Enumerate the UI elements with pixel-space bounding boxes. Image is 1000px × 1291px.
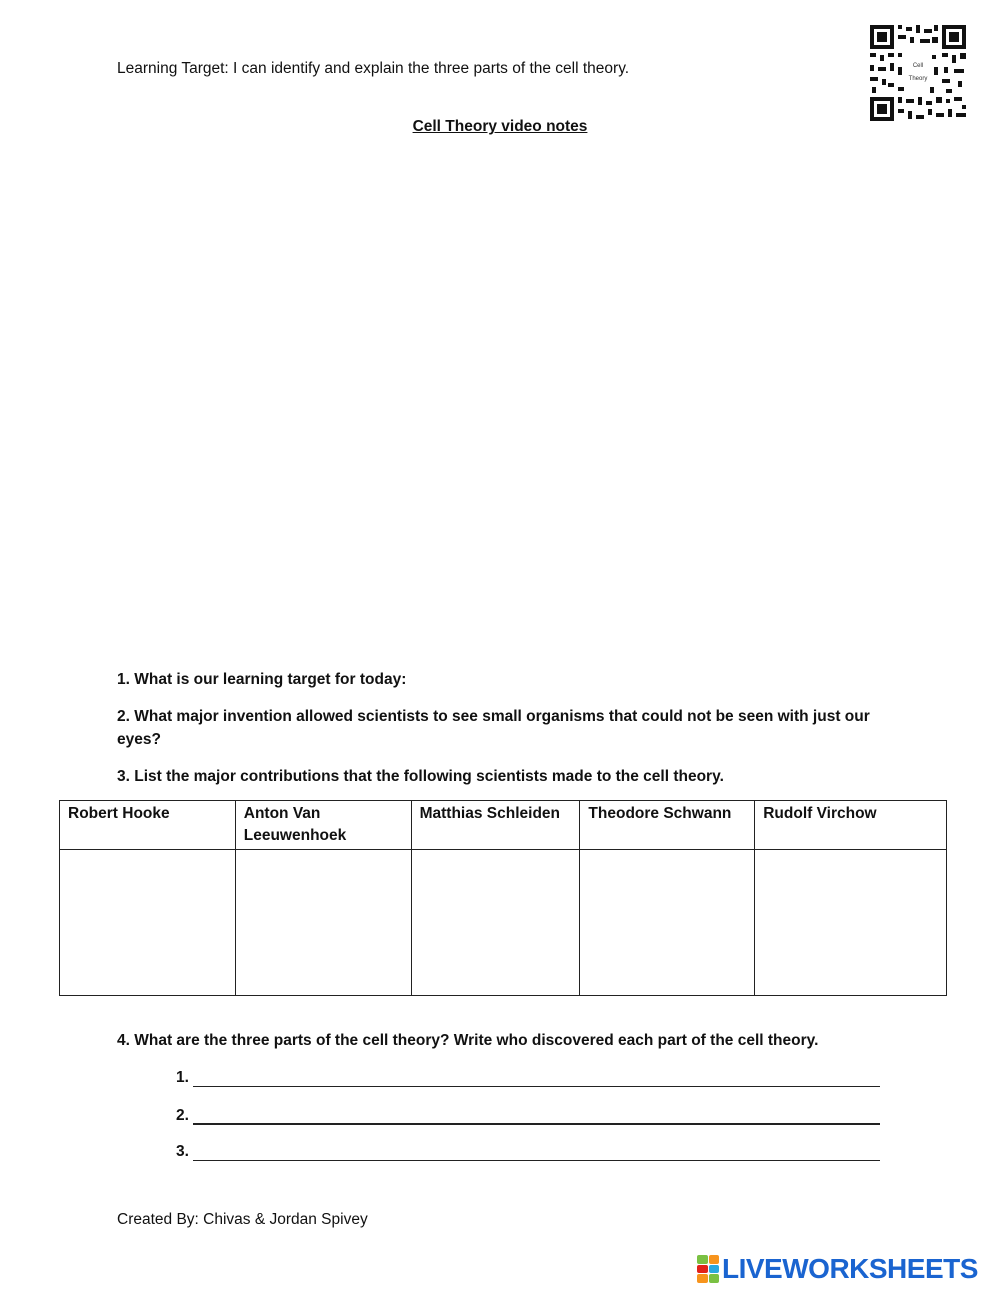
qr-caption-1: Cell bbox=[912, 63, 924, 69]
table-header-row bbox=[60, 801, 947, 850]
answer-line-1 bbox=[176, 1066, 880, 1087]
table-answer-row bbox=[60, 850, 947, 996]
answer-line-3 bbox=[176, 1140, 880, 1161]
question-1: 1. What is our learning target for today: bbox=[117, 671, 407, 688]
header-robert-hooke: Robert Hooke bbox=[60, 801, 236, 850]
scientists-table bbox=[59, 800, 947, 996]
liveworksheets-icon bbox=[697, 1255, 719, 1283]
answer-blank-3[interactable] bbox=[193, 1140, 880, 1161]
answer-cell-theodore-schwann[interactable] bbox=[580, 850, 755, 996]
header-rudolf-virchow: Rudolf Virchow bbox=[755, 801, 947, 850]
learning-target: Learning Target: I can identify and explain the three parts of the cell theory. bbox=[117, 60, 630, 77]
question-4: 4. What are the three parts of the cell theory? Write who discovered each part of the cell theory. bbox=[117, 1032, 819, 1049]
answer-blank-1[interactable] bbox=[193, 1066, 880, 1087]
answer-cell-matthias-schleiden[interactable] bbox=[411, 850, 580, 996]
page-title bbox=[0, 118, 1000, 136]
answer-label-1: 1. bbox=[176, 1069, 189, 1086]
answer-cell-anton-van-leeuwenhoek[interactable] bbox=[235, 850, 411, 996]
header-matthias-schleiden: Matthias Schleiden bbox=[411, 801, 580, 850]
answer-line-2 bbox=[176, 1103, 880, 1125]
question-2: 2. What major invention allowed scientists to see small organisms that could not be seen with just our eyes? bbox=[117, 708, 870, 748]
qr-code[interactable] bbox=[868, 23, 968, 123]
liveworksheets-wordmark: LIVEWORKSHEETS bbox=[722, 1253, 978, 1284]
question-3: 3. List the major contributions that the following scientists made to the cell theory. bbox=[117, 768, 724, 785]
credit-line: Created By: Chivas & Jordan Spivey bbox=[117, 1211, 368, 1228]
qr-caption-2: Theory bbox=[908, 76, 928, 82]
answer-label-2: 2. bbox=[176, 1107, 189, 1124]
answer-label-3: 3. bbox=[176, 1143, 189, 1160]
answer-cell-robert-hooke[interactable] bbox=[60, 850, 236, 996]
answer-cell-rudolf-virchow[interactable] bbox=[755, 850, 947, 996]
answer-blank-2[interactable] bbox=[193, 1103, 880, 1125]
page-title-text: Cell Theory video notes bbox=[412, 118, 588, 135]
header-theodore-schwann: Theodore Schwann bbox=[580, 801, 755, 850]
header-anton-van-leeuwenhoek: Anton Van Leeuwenhoek bbox=[235, 801, 411, 850]
liveworksheets-logo[interactable] bbox=[697, 1253, 978, 1285]
